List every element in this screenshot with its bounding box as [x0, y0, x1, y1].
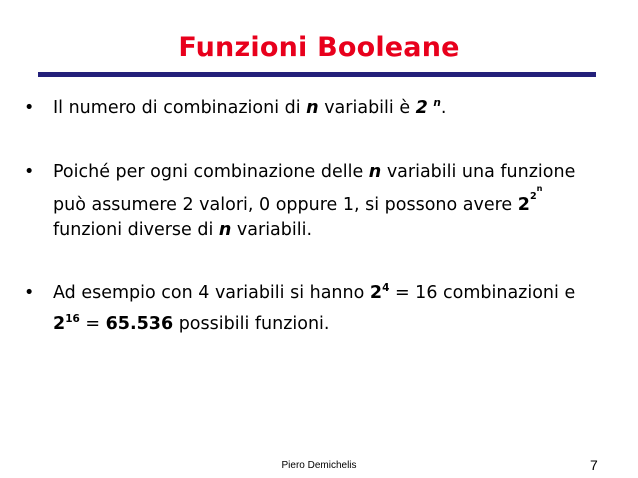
- bullet-2-line-1: [53, 160, 575, 184]
- power-base: 2: [415, 98, 428, 118]
- power-exponent: 4: [382, 282, 390, 295]
- page-number: 7: [590, 457, 598, 473]
- text-run: variabili è: [318, 98, 416, 118]
- text-run: .: [440, 98, 447, 118]
- exponent-base: 2: [529, 191, 537, 203]
- text-run: possibili funzioni.: [173, 314, 330, 334]
- text-run: = 16 combinazioni e: [389, 283, 576, 303]
- function-count: 65.536: [105, 314, 174, 334]
- text-run: può assumere 2 valori, 0 oppure 1, si possono avere: [53, 195, 518, 215]
- text-run: funzioni diverse di: [53, 220, 219, 240]
- variable-n: n: [306, 98, 319, 118]
- bullet-2-line-2: [53, 182, 543, 217]
- title-underline: [38, 72, 596, 77]
- power-exponent: 16: [65, 313, 80, 326]
- text-run: Il numero di combinazioni di: [53, 98, 307, 118]
- power-exponent: [529, 182, 543, 203]
- bullet-3-marker: •: [24, 283, 35, 303]
- double-power: [517, 182, 543, 217]
- power-exponent: n: [433, 97, 441, 110]
- power-base: 2: [53, 314, 66, 334]
- bullet-3-line-2: [53, 312, 330, 336]
- power-base: 2: [369, 283, 383, 303]
- variable-n: n: [368, 162, 382, 182]
- text-run: variabili.: [231, 220, 313, 240]
- text-run: variabili una funzione: [381, 162, 576, 182]
- text-run: =: [79, 314, 106, 334]
- variable-n: n: [218, 220, 232, 240]
- text-run: Ad esempio con 4 variabili si hanno: [53, 283, 370, 303]
- slide-title: Funzioni Booleane: [178, 32, 460, 63]
- power-base: 2: [517, 195, 530, 215]
- bullet-3-line-1: [53, 281, 575, 305]
- footer-author: Piero Demichelis: [281, 460, 357, 471]
- bullet-2-line-3: [53, 218, 312, 242]
- bullet-1-marker: •: [24, 98, 35, 118]
- bullet-1-text: [53, 96, 446, 120]
- bullet-2-marker: •: [24, 162, 35, 182]
- exponent-exponent: n: [536, 182, 543, 193]
- text-run: Poiché per ogni combinazione delle: [53, 162, 369, 182]
